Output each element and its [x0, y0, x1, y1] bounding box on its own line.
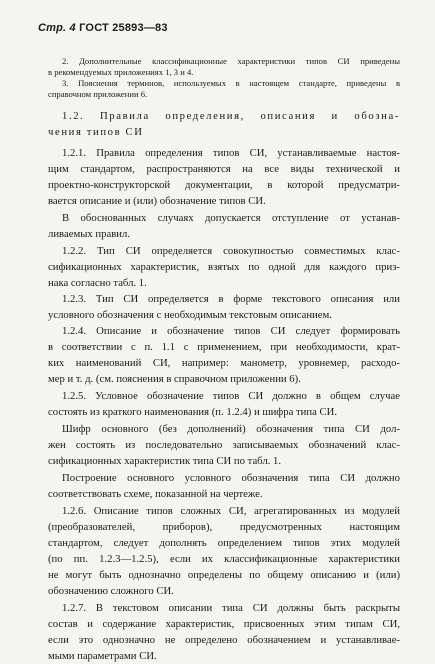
- note-line: 3. Пояснения терминов, используемых в настоящем стандарте, приведены в: [62, 78, 400, 88]
- section-heading: чения типов СИ: [48, 126, 144, 138]
- body-line: щим стандартом, распространяются на все виды технической и: [48, 163, 400, 175]
- standard-number: ГОСТ 25893—83: [79, 22, 168, 34]
- body-line: жен состоять из последовательно записываемых обозначений клас-: [48, 439, 400, 451]
- body-line: обозначению сложного СИ.: [48, 585, 174, 597]
- body-line: в соответствии с п. 1.1 с применением, при необходимости, крат-: [48, 341, 400, 353]
- section-heading: 1.2. Правила определения, описания и обозна-: [62, 110, 400, 122]
- body-line: (по пп. 1.2.3—1.2.5), если их классификационные характеристики: [48, 553, 400, 565]
- body-line: 1.2.4. Описание и обозначение типов СИ следует формировать: [62, 325, 400, 337]
- page-header: [38, 22, 168, 34]
- body-line: проектно-конструкторской документации, в которой предусматри-: [48, 179, 400, 191]
- body-line: состоять из краткого наименования (п. 1.2.4) и шифра типа СИ.: [48, 406, 338, 418]
- body-line: сификационных характеристик, взятых по одной для каждого приз-: [48, 261, 400, 273]
- body-line: соответствовать схеме, показанной на чертеже.: [48, 488, 263, 500]
- note-line: 2. Дополнительные классификационные характеристики типов СИ приведены: [62, 56, 400, 66]
- body-line: 1.2.6. Описание типов сложных СИ, агрегатированных из модулей: [62, 505, 400, 517]
- body-line: сификационных характеристик типа СИ по табл. 1.: [48, 455, 282, 467]
- body-line: не могут быть однозначно определены по общему описанию и (или): [48, 569, 400, 581]
- page-number: Стр. 4: [38, 22, 76, 34]
- body-line: Шифр основного (без дополнений) обозначения типа СИ дол-: [62, 423, 400, 435]
- body-line: условного обозначения с необходимым текстовым описанием.: [48, 309, 332, 321]
- body-line: состав и содержание характеристик, присвоенных этим типам СИ,: [48, 618, 400, 630]
- body-line: 1.2.3. Тип СИ определяется в форме текстового описания или: [62, 293, 400, 305]
- body-line: 1.2.2. Тип СИ определяется совокупностью совместимых клас-: [62, 245, 400, 257]
- body-line: 1.2.1. Правила определения типов СИ, устанавливаемые настоя-: [62, 147, 400, 159]
- body-line: 1.2.5. Условное обозначение типов СИ должно в общем случае: [62, 390, 400, 402]
- body-line: Построение основного условного обозначения типа СИ должно: [62, 472, 400, 484]
- body-line: В обоснованных случаях допускается отступление от устанав-: [62, 212, 400, 224]
- body-line: ливаемых правил.: [48, 228, 130, 240]
- body-line: ких наименований СИ, например: манометр, уровнемер, расходо-: [48, 357, 400, 369]
- body-line: (преобразователей, приборов), предусмотренных настоящим: [48, 521, 400, 533]
- body-line: мыми параметрами СИ.: [48, 650, 157, 662]
- body-line: мер и т. д. (см. пояснения в справочном приложении 6).: [48, 373, 301, 385]
- body-line: стандартом, следует дополнять определением типов этих модулей: [48, 537, 400, 549]
- note-line: в рекомендуемых приложениях 1, 3 и 4.: [48, 67, 194, 77]
- body-line: нака согласно табл. 1.: [48, 277, 147, 289]
- note-line: справочном приложении 6.: [48, 89, 148, 99]
- body-line: 1.2.7. В текстовом описании типа СИ должны быть раскрыты: [62, 602, 400, 614]
- body-line: вается описание и (или) обозначение типов СИ.: [48, 195, 266, 207]
- body-line: если это однозначно не определено обозначением и устанавливае-: [48, 634, 400, 646]
